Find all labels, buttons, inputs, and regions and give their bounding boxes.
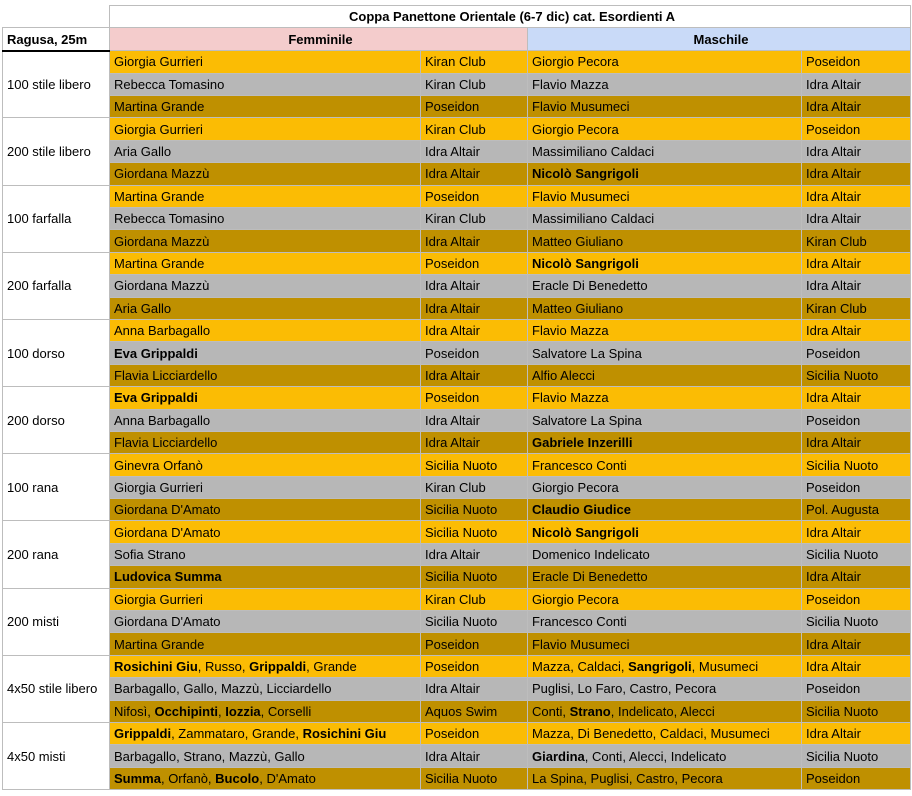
male-club: Idra Altair — [802, 163, 911, 185]
male-club: Idra Altair — [802, 655, 911, 677]
female-athlete: Barbagallo, Gallo, Mazzù, Licciardello — [110, 678, 421, 700]
table-row — [3, 431, 911, 453]
female-athlete: Giordana D'Amato — [110, 499, 421, 521]
table-row — [3, 543, 911, 565]
female-athlete: Giordana Mazzù — [110, 230, 421, 252]
female-club: Poseidon — [421, 387, 528, 409]
event-name: 100 stile libero — [3, 51, 110, 118]
female-athlete: Martina Grande — [110, 96, 421, 118]
male-athlete: Eracle Di Benedetto — [528, 275, 802, 297]
male-club: Poseidon — [802, 118, 911, 140]
male-athlete: Flavio Mazza — [528, 319, 802, 341]
female-athlete: Aria Gallo — [110, 140, 421, 162]
results-body — [3, 51, 911, 790]
female-athlete: Giorgia Gurrieri — [110, 588, 421, 610]
male-athlete: Flavio Mazza — [528, 387, 802, 409]
female-club: Kiran Club — [421, 73, 528, 95]
table-row — [3, 163, 911, 185]
male-athlete: Mazza, Di Benedetto, Caldaci, Musumeci — [528, 723, 802, 745]
male-club: Idra Altair — [802, 140, 911, 162]
table-row — [3, 588, 911, 610]
male-athlete: Matteo Giuliano — [528, 230, 802, 252]
table-row — [3, 73, 911, 95]
female-club: Sicilia Nuoto — [421, 566, 528, 588]
female-athlete: Flavia Licciardello — [110, 431, 421, 453]
male-athlete: Matteo Giuliano — [528, 297, 802, 319]
male-club: Sicilia Nuoto — [802, 454, 911, 476]
female-athlete: Aria Gallo — [110, 297, 421, 319]
female-athlete: Giorgia Gurrieri — [110, 476, 421, 498]
female-athlete: Summa, Orfanò, Bucolo, D'Amato — [110, 767, 421, 789]
female-header: Femminile — [110, 28, 528, 51]
male-club: Idra Altair — [802, 723, 911, 745]
male-athlete: Giorgio Pecora — [528, 476, 802, 498]
female-club: Idra Altair — [421, 364, 528, 386]
table-row — [3, 655, 911, 677]
table-row — [3, 319, 911, 341]
male-athlete: Puglisi, Lo Faro, Castro, Pecora — [528, 678, 802, 700]
male-club: Poseidon — [802, 678, 911, 700]
table-row — [3, 364, 911, 386]
female-club: Kiran Club — [421, 588, 528, 610]
male-club: Idra Altair — [802, 566, 911, 588]
male-club: Idra Altair — [802, 208, 911, 230]
table-row — [3, 767, 911, 789]
table-row — [3, 185, 911, 207]
table-row — [3, 140, 911, 162]
table-title: Coppa Panettone Orientale (6-7 dic) cat. Esordienti A — [110, 6, 911, 28]
corner-blank — [3, 6, 110, 28]
event-name: 200 rana — [3, 521, 110, 588]
table-row — [3, 566, 911, 588]
table-row — [3, 633, 911, 655]
male-athlete: Nicolò Sangrigoli — [528, 252, 802, 274]
male-club: Poseidon — [802, 51, 911, 73]
male-club: Idra Altair — [802, 387, 911, 409]
event-name: 200 misti — [3, 588, 110, 655]
female-athlete: Ginevra Orfanò — [110, 454, 421, 476]
male-athlete: Mazza, Caldaci, Sangrigoli, Musumeci — [528, 655, 802, 677]
female-athlete: Anna Barbagallo — [110, 319, 421, 341]
event-name: 200 dorso — [3, 387, 110, 454]
male-athlete: Francesco Conti — [528, 454, 802, 476]
table-row — [3, 275, 911, 297]
male-club: Poseidon — [802, 767, 911, 789]
table-row — [3, 342, 911, 364]
male-club: Sicilia Nuoto — [802, 700, 911, 722]
female-athlete: Ludovica Summa — [110, 566, 421, 588]
female-club: Kiran Club — [421, 118, 528, 140]
male-club: Kiran Club — [802, 230, 911, 252]
table-row — [3, 118, 911, 140]
male-club: Idra Altair — [802, 73, 911, 95]
male-club: Idra Altair — [802, 275, 911, 297]
female-athlete: Giorgia Gurrieri — [110, 118, 421, 140]
male-athlete: Claudio Giudice — [528, 499, 802, 521]
female-club: Idra Altair — [421, 319, 528, 341]
male-athlete: Flavio Musumeci — [528, 96, 802, 118]
event-name: 4x50 misti — [3, 723, 110, 790]
female-athlete: Giorgia Gurrieri — [110, 51, 421, 73]
male-athlete: Gabriele Inzerilli — [528, 431, 802, 453]
table-row — [3, 297, 911, 319]
male-club: Sicilia Nuoto — [802, 543, 911, 565]
male-athlete: Giorgio Pecora — [528, 51, 802, 73]
male-club: Sicilia Nuoto — [802, 745, 911, 767]
female-club: Poseidon — [421, 342, 528, 364]
female-club: Sicilia Nuoto — [421, 611, 528, 633]
female-club: Idra Altair — [421, 140, 528, 162]
table-row — [3, 521, 911, 543]
table-row — [3, 476, 911, 498]
female-athlete: Barbagallo, Strano, Mazzù, Gallo — [110, 745, 421, 767]
male-club: Idra Altair — [802, 185, 911, 207]
female-club: Idra Altair — [421, 431, 528, 453]
female-club: Sicilia Nuoto — [421, 767, 528, 789]
female-athlete: Giordana D'Amato — [110, 611, 421, 633]
event-name: 100 farfalla — [3, 185, 110, 252]
female-athlete: Flavia Licciardello — [110, 364, 421, 386]
table-row — [3, 678, 911, 700]
female-athlete: Giordana Mazzù — [110, 275, 421, 297]
male-club: Sicilia Nuoto — [802, 611, 911, 633]
female-club: Poseidon — [421, 723, 528, 745]
venue-label: Ragusa, 25m — [3, 28, 110, 51]
female-club: Idra Altair — [421, 409, 528, 431]
female-athlete: Rebecca Tomasino — [110, 208, 421, 230]
event-name: 200 farfalla — [3, 252, 110, 319]
table-row — [3, 230, 911, 252]
male-athlete: Flavio Musumeci — [528, 633, 802, 655]
table-row — [3, 611, 911, 633]
female-club: Idra Altair — [421, 297, 528, 319]
male-athlete: La Spina, Puglisi, Castro, Pecora — [528, 767, 802, 789]
event-name: 100 dorso — [3, 319, 110, 386]
table-row — [3, 387, 911, 409]
male-club: Idra Altair — [802, 521, 911, 543]
male-athlete: Domenico Indelicato — [528, 543, 802, 565]
male-club: Idra Altair — [802, 431, 911, 453]
male-athlete: Giorgio Pecora — [528, 118, 802, 140]
male-athlete: Salvatore La Spina — [528, 342, 802, 364]
table-row — [3, 700, 911, 722]
table-row — [3, 51, 911, 73]
female-club: Idra Altair — [421, 163, 528, 185]
table-row — [3, 252, 911, 274]
male-athlete: Nicolò Sangrigoli — [528, 521, 802, 543]
male-club: Idra Altair — [802, 96, 911, 118]
female-club: Poseidon — [421, 185, 528, 207]
female-athlete: Martina Grande — [110, 633, 421, 655]
table-row — [3, 96, 911, 118]
male-club: Poseidon — [802, 409, 911, 431]
results-table — [2, 5, 911, 790]
event-name: 100 rana — [3, 454, 110, 521]
female-club: Poseidon — [421, 252, 528, 274]
table-row — [3, 454, 911, 476]
female-club: Idra Altair — [421, 543, 528, 565]
event-name: 4x50 stile libero — [3, 655, 110, 722]
male-athlete: Eracle Di Benedetto — [528, 566, 802, 588]
male-athlete: Francesco Conti — [528, 611, 802, 633]
female-club: Kiran Club — [421, 476, 528, 498]
table-row — [3, 499, 911, 521]
male-club: Poseidon — [802, 342, 911, 364]
male-header: Maschile — [528, 28, 911, 51]
female-club: Kiran Club — [421, 51, 528, 73]
male-athlete: Flavio Mazza — [528, 73, 802, 95]
female-club: Aquos Swim — [421, 700, 528, 722]
male-athlete: Giardina, Conti, Alecci, Indelicato — [528, 745, 802, 767]
male-athlete: Flavio Musumeci — [528, 185, 802, 207]
female-athlete: Nifosì, Occhipinti, Iozzia, Corselli — [110, 700, 421, 722]
female-club: Idra Altair — [421, 745, 528, 767]
male-athlete: Massimiliano Caldaci — [528, 140, 802, 162]
event-name: 200 stile libero — [3, 118, 110, 185]
female-athlete: Rebecca Tomasino — [110, 73, 421, 95]
female-club: Poseidon — [421, 633, 528, 655]
male-athlete: Giorgio Pecora — [528, 588, 802, 610]
male-club: Poseidon — [802, 476, 911, 498]
male-club: Idra Altair — [802, 319, 911, 341]
female-athlete: Anna Barbagallo — [110, 409, 421, 431]
female-athlete: Rosichini Giu, Russo, Grippaldi, Grande — [110, 655, 421, 677]
female-athlete: Eva Grippaldi — [110, 342, 421, 364]
female-club: Sicilia Nuoto — [421, 499, 528, 521]
table-row — [3, 409, 911, 431]
female-athlete: Eva Grippaldi — [110, 387, 421, 409]
female-athlete: Sofia Strano — [110, 543, 421, 565]
female-athlete: Martina Grande — [110, 185, 421, 207]
male-club: Sicilia Nuoto — [802, 364, 911, 386]
female-club: Idra Altair — [421, 230, 528, 252]
male-athlete: Alfio Alecci — [528, 364, 802, 386]
table-row — [3, 745, 911, 767]
male-club: Idra Altair — [802, 633, 911, 655]
female-club: Poseidon — [421, 96, 528, 118]
female-club: Sicilia Nuoto — [421, 521, 528, 543]
female-club: Idra Altair — [421, 678, 528, 700]
male-club: Idra Altair — [802, 252, 911, 274]
male-club: Poseidon — [802, 588, 911, 610]
table-row — [3, 723, 911, 745]
male-athlete: Nicolò Sangrigoli — [528, 163, 802, 185]
male-athlete: Salvatore La Spina — [528, 409, 802, 431]
female-club: Poseidon — [421, 655, 528, 677]
male-athlete: Conti, Strano, Indelicato, Alecci — [528, 700, 802, 722]
female-athlete: Martina Grande — [110, 252, 421, 274]
female-club: Sicilia Nuoto — [421, 454, 528, 476]
female-club: Kiran Club — [421, 208, 528, 230]
female-club: Idra Altair — [421, 275, 528, 297]
male-club: Kiran Club — [802, 297, 911, 319]
female-athlete: Giordana Mazzù — [110, 163, 421, 185]
table-row — [3, 208, 911, 230]
male-club: Pol. Augusta — [802, 499, 911, 521]
male-athlete: Massimiliano Caldaci — [528, 208, 802, 230]
female-athlete: Grippaldi, Zammataro, Grande, Rosichini Giu — [110, 723, 421, 745]
female-athlete: Giordana D'Amato — [110, 521, 421, 543]
